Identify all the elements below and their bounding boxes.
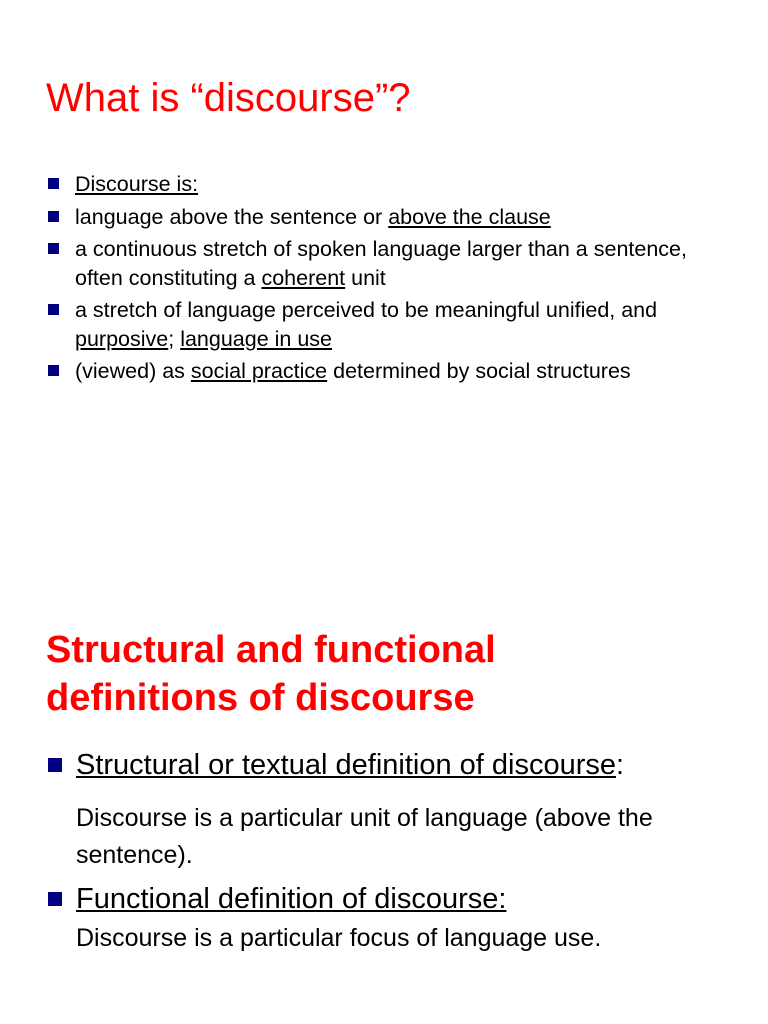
- bullet-text: a stretch of language perceived to be meaningful unified, and: [75, 298, 658, 322]
- square-bullet-icon: [48, 892, 62, 906]
- bullet-item: [48, 235, 738, 292]
- slide-structural-functional-definitions: [0, 512, 768, 1024]
- slide-title: [46, 626, 496, 722]
- bullet-text: determined by social structures: [327, 359, 631, 383]
- bullet-text: unit: [345, 265, 386, 290]
- underlined-term: social practice: [190, 359, 328, 383]
- bullet-item: [48, 203, 738, 232]
- functional-definition-item: [46, 882, 746, 916]
- underlined-term: coherent: [261, 265, 346, 290]
- heading-colon: :: [616, 749, 625, 781]
- underlined-term: purposive: [75, 326, 169, 351]
- square-bullet-icon: [48, 243, 59, 254]
- structural-definition-heading: Structural or textual definition of discourse: [76, 749, 616, 781]
- title-line-1: Structural and functional: [46, 629, 496, 671]
- bullet-item: [48, 296, 738, 353]
- title-line-2: definitions of discourse: [46, 677, 475, 719]
- functional-definition-heading: Functional definition of discourse:: [76, 883, 507, 915]
- bullet-text: (viewed) as: [75, 359, 191, 383]
- bullet-item: [48, 170, 738, 199]
- bullet-item: [48, 357, 738, 386]
- square-bullet-icon: [48, 304, 59, 315]
- square-bullet-icon: [48, 758, 62, 772]
- bullet-text: a continuous stretch of spoken language larger than a sentence, often constituting a: [75, 237, 687, 290]
- underlined-term: Discourse is:: [75, 172, 199, 196]
- square-bullet-icon: [48, 365, 59, 376]
- bullet-list: [48, 170, 738, 390]
- structural-definition-body: Discourse is a particular unit of language (above the sentence).: [76, 804, 653, 869]
- functional-definition-body: Discourse is a particular focus of language use.: [76, 924, 602, 952]
- slide-title: What is “discourse”?: [46, 76, 411, 120]
- square-bullet-icon: [48, 178, 59, 189]
- structural-definition-item: [46, 748, 746, 782]
- bullet-text: language above the sentence or: [75, 204, 389, 229]
- underlined-term: language in use: [180, 326, 333, 351]
- underlined-term: above the clause: [388, 204, 551, 229]
- square-bullet-icon: [48, 211, 59, 222]
- bullet-text: ;: [168, 326, 181, 351]
